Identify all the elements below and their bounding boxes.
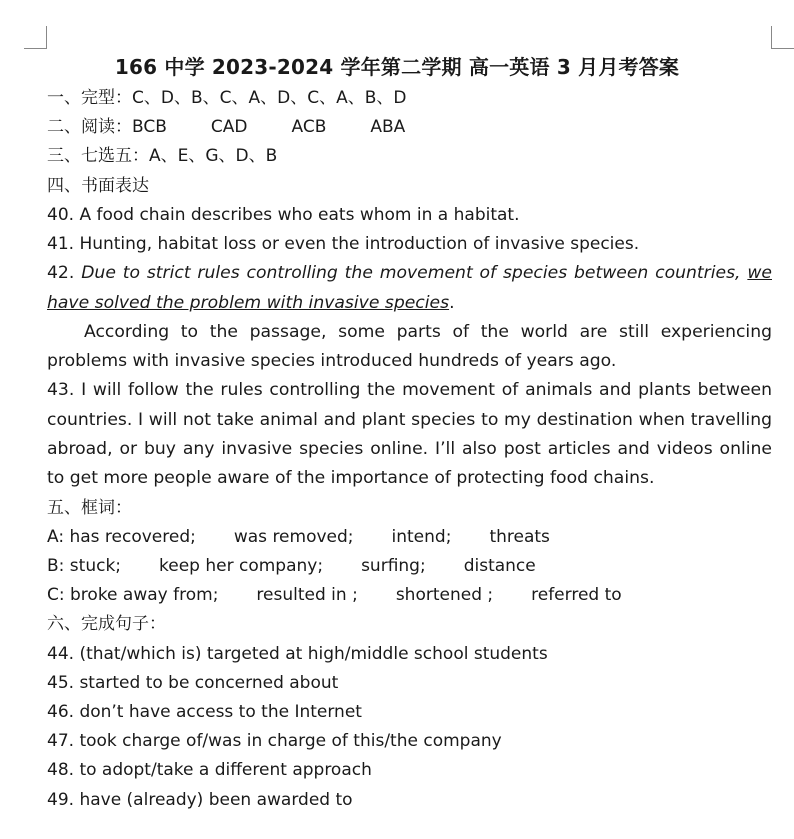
word-box-answer: distance xyxy=(463,556,536,576)
word-box-answer: resulted in ; xyxy=(256,585,358,606)
answer-42-number: 42. xyxy=(47,263,82,284)
reading-answer-group: ACB xyxy=(291,117,327,138)
reading-answer-group: BCB xyxy=(132,117,167,138)
answer-44: 44. (that/which is) targeted at high/middle school students xyxy=(47,643,548,664)
word-box-answer: shortened ; xyxy=(395,585,494,606)
word-box-row-b xyxy=(47,552,772,581)
word-box-row-label: B: xyxy=(47,556,70,576)
word-box-answer: keep her company; xyxy=(159,556,324,576)
word-box-row-label: C: xyxy=(47,585,71,606)
section-word-box-heading: 五、框词： xyxy=(47,497,132,518)
word-box-row-a xyxy=(47,523,772,552)
word-box-row-c xyxy=(47,581,772,610)
answer-40: 40. A food chain describes who eats whom in a habitat. xyxy=(47,204,520,225)
word-box-answer: has recovered; xyxy=(69,526,196,547)
corner-mark-top-right xyxy=(771,26,794,49)
answer-49: 49. have (already) been awarded to xyxy=(47,789,353,810)
answer-48: 48. to adopt/take a different approach xyxy=(47,760,372,781)
answer-42-period: . xyxy=(449,292,455,313)
word-box-row-label: A: xyxy=(47,526,70,547)
corner-mark-top-left xyxy=(24,26,47,49)
answer-content xyxy=(47,84,772,815)
word-box-answer: stuck; xyxy=(69,556,122,576)
word-box-answer: intend; xyxy=(391,526,452,547)
word-box-answer: referred to xyxy=(531,585,622,606)
answer-45: 45. started to be concerned about xyxy=(47,672,339,693)
section-cloze: 一、完型：C、D、B、C、A、D、C、A、B、D xyxy=(47,88,407,108)
word-box-answer: broke away from; xyxy=(70,585,219,606)
answer-42-underlined-error: we have solved the problem with invasive species xyxy=(47,263,772,313)
answer-43: 43. I will follow the rules controlling the movement of animals and plants between countries. I will not take animal and plant species to my destination when travelling abroad, or buy any invasive species online. I’ll also post articles and videos online to get more people aware of the importance of protecting food chains. xyxy=(47,380,772,489)
word-box-answer: surfing; xyxy=(361,556,426,576)
word-box-answer: was removed; xyxy=(233,526,354,547)
answer-42-explanation: According to the passage, some parts of the world are still experiencing problems with invasive species introduced hundreds of years ago. xyxy=(47,321,772,372)
section-writing-heading: 四、书面表达 xyxy=(47,175,149,196)
answer-47: 47. took charge of/was in charge of this/the company xyxy=(47,731,502,752)
section-seven-choose-five: 三、七选五：A、E、G、D、B xyxy=(47,146,278,167)
section-sentence-completion-heading: 六、完成句子： xyxy=(47,614,166,635)
section-reading xyxy=(47,113,772,142)
answer-42-statement: Due to strict rules controlling the movement of species between countries, xyxy=(81,263,748,284)
reading-answer-group: CAD xyxy=(210,117,248,138)
section-reading-label: 二、阅读： xyxy=(47,117,132,138)
reading-answer-group: ABA xyxy=(370,117,406,138)
word-box-answer: threats xyxy=(489,526,550,547)
page-title: 166 中学 2023-2024 学年第二学期 高一英语 3 月月考答案 xyxy=(114,55,680,79)
answer-42 xyxy=(47,259,772,318)
answer-46: 46. don’t have access to the Internet xyxy=(47,702,362,723)
answer-41: 41. Hunting, habitat loss or even the introduction of invasive species. xyxy=(47,234,640,255)
